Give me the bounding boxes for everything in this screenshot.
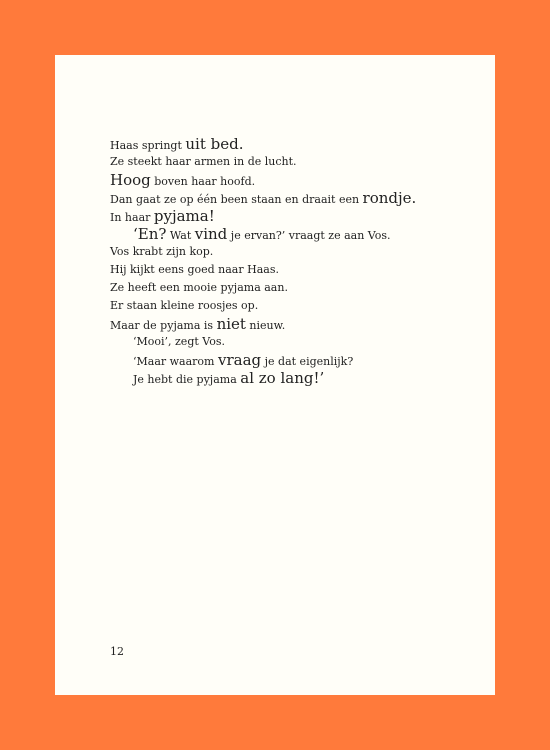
emphasized-word: uit bed. [185, 135, 244, 153]
text-line [110, 243, 490, 261]
text-line [110, 135, 490, 153]
text-line [110, 351, 490, 369]
text-run: Hij kijkt eens goed naar Haas. [110, 263, 279, 276]
emphasized-word: vind [194, 225, 228, 243]
text-run: Ze steekt haar armen in de lucht. [110, 155, 297, 168]
emphasized-word: vraag [217, 351, 262, 369]
emphasized-word: Hoog [110, 171, 151, 189]
text-run: Ze heeft een mooie pyjama aan. [110, 281, 288, 294]
text-line [110, 153, 490, 171]
emphasized-word: ‘En? [133, 225, 167, 243]
text-line [110, 189, 490, 207]
page-number: 12 [110, 645, 124, 658]
story-text [110, 135, 490, 387]
text-run: je dat eigenlijk? [261, 355, 354, 368]
text-run: Haas springt [110, 139, 186, 152]
text-run: je ervan?’ vraagt ze aan Vos. [227, 229, 391, 242]
emphasized-word: pyjama! [153, 207, 215, 225]
text-run: nieuw. [245, 319, 286, 332]
text-line [110, 261, 490, 279]
text-line [110, 279, 490, 297]
text-run: Wat [166, 229, 195, 242]
book-page [55, 55, 495, 695]
text-run: Maar de pyjama is [110, 319, 217, 332]
text-run: Dan gaat ze op één been staan en draait een [110, 193, 363, 206]
text-run: ‘Maar waarom [133, 355, 218, 368]
text-line [110, 315, 490, 333]
text-run: Vos krabt zijn kop. [110, 245, 214, 258]
text-line [110, 333, 490, 351]
emphasized-word: niet [216, 315, 246, 333]
emphasized-word: rondje. [362, 189, 417, 207]
text-line [110, 369, 490, 387]
text-run: In haar [110, 211, 154, 224]
text-line [110, 297, 490, 315]
text-run: Er staan kleine roosjes op. [110, 299, 259, 312]
text-run: boven haar hoofd. [150, 175, 256, 188]
text-run: Je hebt die pyjama [133, 373, 241, 386]
text-run: ‘Mooi’, zegt Vos. [133, 335, 225, 348]
text-line [110, 207, 490, 225]
text-line [110, 225, 490, 243]
emphasized-word: al zo lang!’ [240, 369, 325, 387]
text-line [110, 171, 490, 189]
